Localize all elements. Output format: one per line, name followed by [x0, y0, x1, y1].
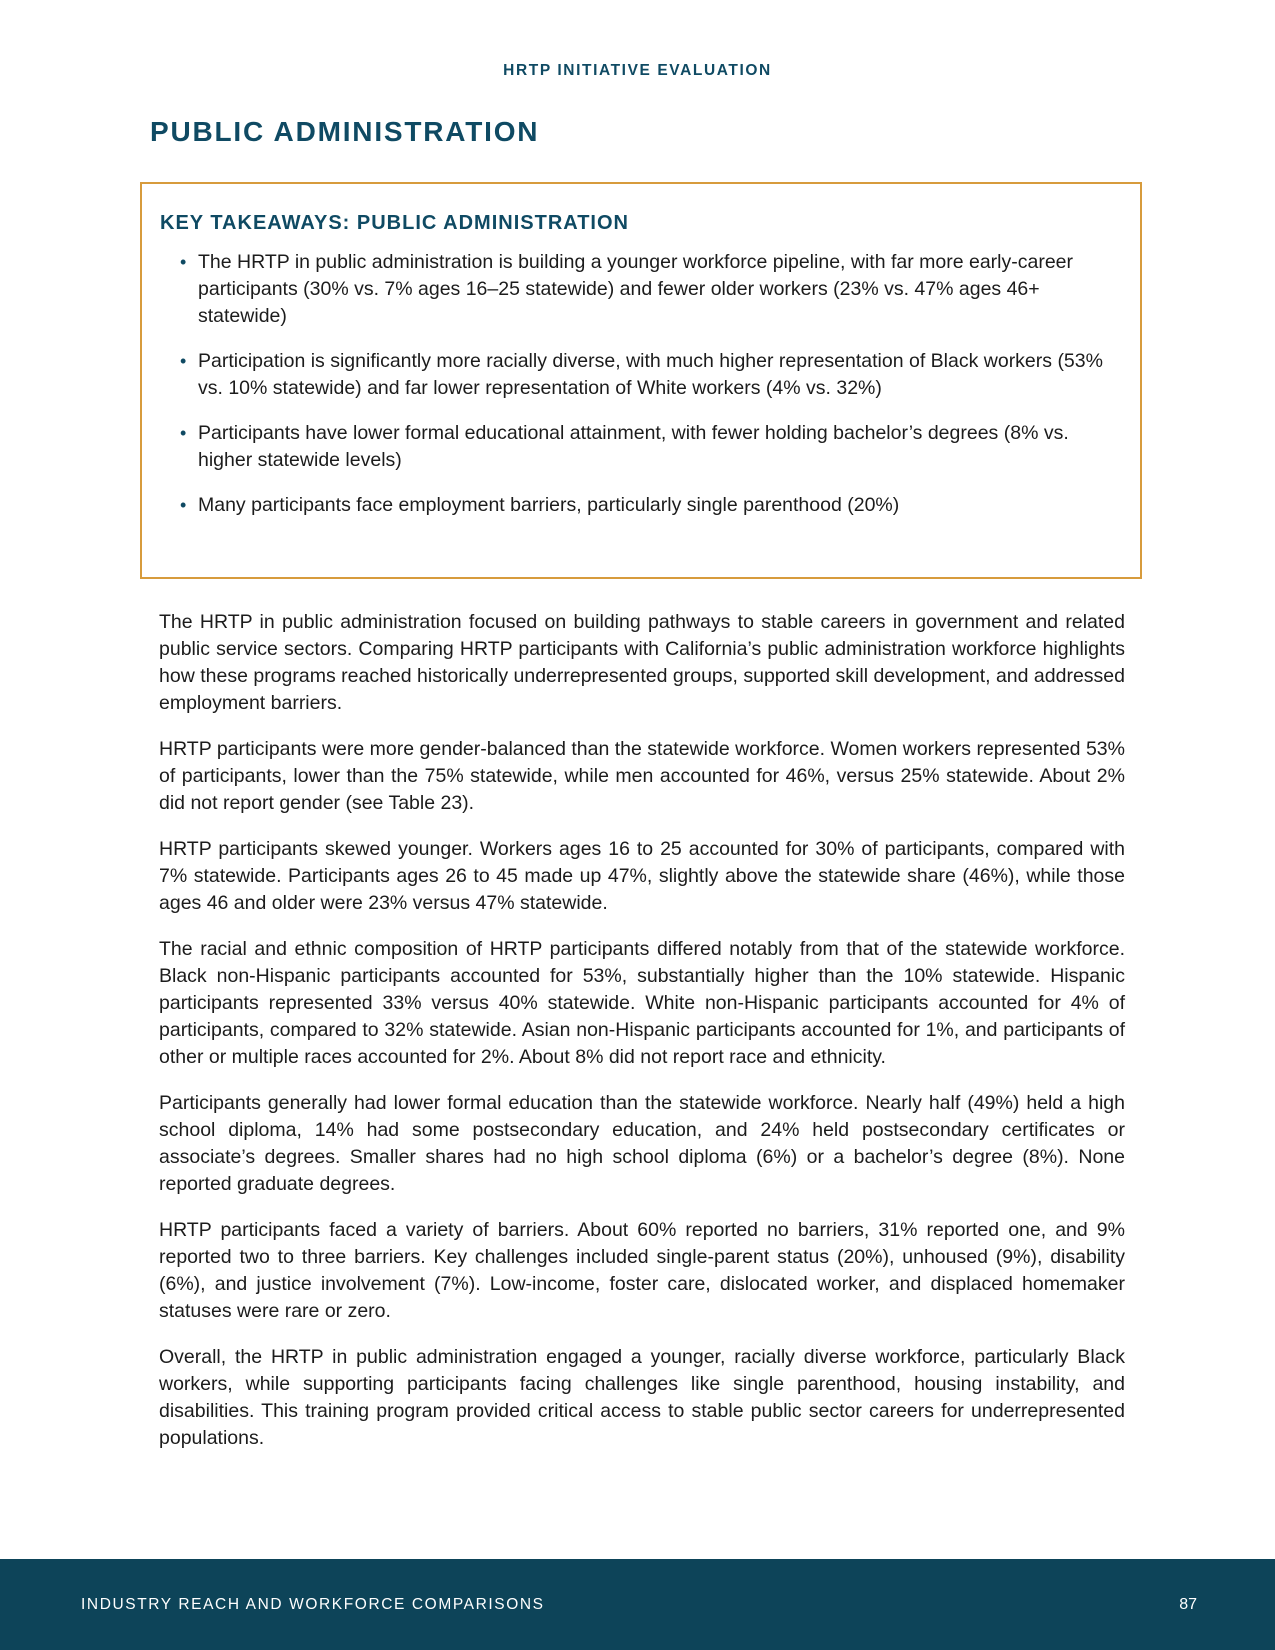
body-paragraph: HRTP participants faced a variety of barriers. About 60% reported no barriers, 31% reported one, and 9% reported two to three barriers. Key challenges included single-parent status (20%), unhoused (9%), disability (6%), and justice involvement (7%). Low-income, foster care, dislocated worker, and displaced homemaker statuses were rare or zero.	[159, 1219, 1125, 1322]
page-footer	[0, 1559, 1275, 1650]
key-takeaways-box	[140, 182, 1142, 579]
key-takeaways-list	[160, 249, 1120, 519]
key-takeaway-text: The HRTP in public administration is building a younger workforce pipeline, with far more early-career participants (30% vs. 7% ages 16–25 statewide) and fewer older workers (23% vs. 47% ages 46+ statewide)	[198, 251, 1074, 327]
body-paragraph: The racial and ethnic composition of HRTP participants differed notably from that of the statewide workforce. Black non-Hispanic participants accounted for 53%, substantially higher than the 10% statewide. Hispanic participants represented 33% versus 40% statewide. White non-Hispanic participants accounted for 4% of participants, compared to 32% statewide. Asian non-Hispanic participants accounted for 1%, and participants of other or multiple races accounted for 2%. About 8% did not report race and ethnicity.	[159, 938, 1125, 1068]
body-paragraph: Participants generally had lower formal education than the statewide workforce. Nearly half (49%) held a high school diploma, 14% had some postsecondary education, and 24% held postsecondary certificates or associate’s degrees. Smaller shares had no high school diploma (6%) or a bachelor’s degree (8%). None reported graduate degrees.	[159, 1092, 1125, 1195]
footer-section-label: INDUSTRY REACH AND WORKFORCE COMPARISONS	[81, 1596, 545, 1613]
section-title: PUBLIC ADMINISTRATION	[150, 116, 540, 147]
bullet-icon: •	[180, 252, 187, 272]
key-takeaway-item	[160, 420, 1120, 474]
key-takeaways-title: KEY TAKEAWAYS: PUBLIC ADMINISTRATION	[160, 212, 629, 234]
bullet-icon: •	[180, 423, 187, 443]
key-takeaway-item	[160, 249, 1120, 330]
key-takeaway-item	[160, 348, 1120, 402]
body-paragraph: The HRTP in public administration focused on building pathways to stable careers in government and related public service sectors. Comparing HRTP participants with California’s public administration workforce highlights how these programs reached historically underrepresented groups, supported skill development, and addressed employment barriers.	[159, 611, 1125, 714]
body-paragraph: HRTP participants skewed younger. Workers ages 16 to 25 accounted for 30% of participants, compared with 7% statewide. Participants ages 26 to 45 made up 47%, slightly above the statewide share (46%), while those ages 46 and older were 23% versus 47% statewide.	[159, 838, 1125, 914]
body-text	[159, 609, 1125, 1471]
key-takeaway-text: Participation is significantly more racially diverse, with much higher representation of Black workers (53% vs. 10% statewide) and far lower representation of White workers (4% vs. 32%)	[198, 350, 1103, 399]
bullet-icon: •	[180, 351, 187, 371]
key-takeaway-text: Participants have lower formal educational attainment, with fewer holding bachelor’s degrees (8% vs. higher statewide levels)	[198, 422, 1069, 471]
key-takeaway-item	[160, 492, 1120, 519]
running-header: HRTP INITIATIVE EVALUATION	[503, 62, 772, 79]
page-number: 87	[1179, 1596, 1197, 1613]
body-paragraph: Overall, the HRTP in public administration engaged a younger, racially diverse workforce, particularly Black workers, while supporting participants facing challenges like single parenthood, housing instability, and disabilities. This training program provided critical access to stable public sector careers for underrepresented populations.	[159, 1346, 1125, 1449]
key-takeaway-text: Many participants face employment barriers, particularly single parenthood (20%)	[198, 494, 900, 516]
body-paragraph: HRTP participants were more gender-balanced than the statewide workforce. Women workers represented 53% of participants, lower than the 75% statewide, while men accounted for 46%, versus 25% statewide. About 2% did not report gender (see Table 23).	[159, 738, 1125, 814]
bullet-icon: •	[180, 495, 187, 515]
